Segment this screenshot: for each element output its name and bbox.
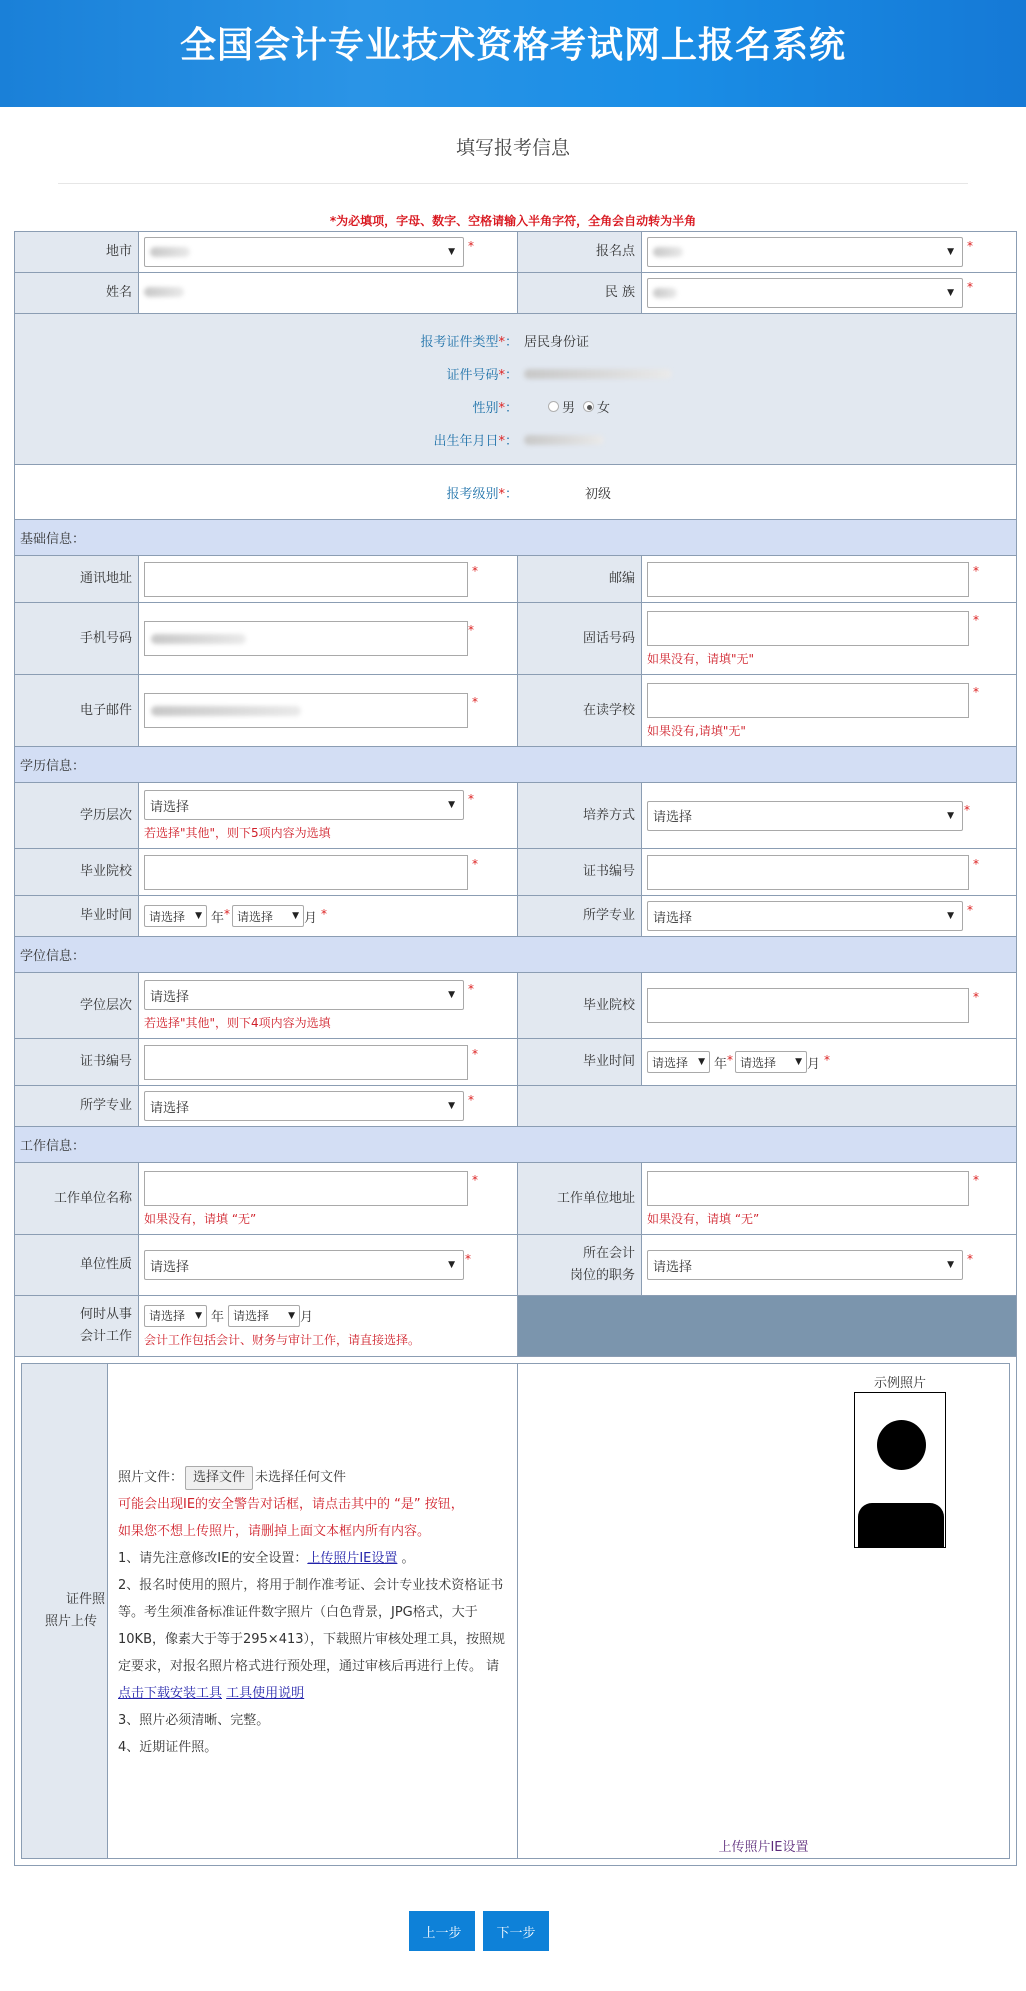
chevron-down-icon: ▼: [947, 911, 954, 921]
no-file-text: 未选择任何文件: [255, 1470, 347, 1485]
mobile-value-blurred: [151, 634, 246, 644]
name-label: 姓名: [15, 273, 139, 314]
ethnicity-value-blurred: [653, 288, 677, 298]
section-basic-info: 基础信息：: [15, 520, 1017, 556]
gender-female-label: 女: [597, 401, 611, 416]
chevron-down-icon: ▼: [947, 288, 954, 298]
id-type-label: 报考证件类型: [420, 335, 499, 350]
edu-mode-label: 培养方式: [518, 783, 642, 849]
chevron-down-icon: ▼: [195, 1310, 202, 1321]
section-work-info: 工作信息：: [15, 1127, 1017, 1163]
delete-hint: 如果您不想上传照片，请删掉上面文本框内所有内容。: [118, 1524, 431, 1539]
birth-value-blurred: [524, 435, 604, 445]
edu-school-input[interactable]: [144, 855, 468, 890]
ie-settings-link[interactable]: 上传照片IE设置: [307, 1551, 398, 1566]
ethnicity-select[interactable]: [647, 278, 963, 308]
chevron-down-icon: ▼: [448, 800, 455, 810]
chevron-down-icon: ▼: [795, 1057, 803, 1067]
level-value: 初级: [585, 486, 612, 502]
edu-grad-year-select[interactable]: 请选择 ▼: [144, 905, 207, 927]
registration-form: 地市 ▼ * 报名点 ▼ * 姓名 民 族 ▼ * 报考证件类型*： 居民身份证 证件号码*： 性别*： 男 女 出生年月日*： 报考级别*： 初级 基础信息： 通讯地址 * 邮编 * 手机号码 * 固话号码 * 如果没有，请填"无" 电子邮件 * 在读学校 * 如果没有,请填"无" 学历信息： 学历层次 请选择 ▼ * 若选择"其他"，则下5项内容为选填 培养方式 请选择 ▼ * 毕业院校 * 证书编号 * 毕业时间 请选择 ▼ 年 * 请选择 ▼ 月 * 所学专业 请选择 ▼ * 学位信息： 学位层次 请选择 ▼ * 若选择"其他"，则下4项内容为选填 毕业院校 * 证书编号 * 毕业时间 请选择 ▼ 年 * 请选择 ▼ 月 * 所学专业 请选择 ▼ * 工作信息： 工作单位名称 * 如果没有，请填 “无” 工作单位地址 * 如果没有，请填 “无” 单位性质 请选择 ▼ * 所在会计 岗位的职务 请选择 ▼ * 何时从事 会计工作 请选择 ▼ 年 请选择 ▼ 月 会计工作包括会计、财务与审计工作，请直接选择。 证件照 照片上传 照片文件： 选择文件 未选择任何文件 可能会出现IE的安全警告对话框，请点击其中的 “是” 按钮， 如果您不想上传照片，请删掉上面文本框内所有内容。 1、请先注意修改IE的安全设置：上传照片IE设置 。 2、报名时使用的照片，将用于制作准考证、会计专业技术资格证书等。考生须准备标准证件数字照片（白色背景，JPG格式，大于10KB，像素大于等于295×413），下载照片审核处理工具，按照规定要求，对报名照片格式进行预处理，通过审核后再进行上传。 请点击下载安装工具 工具使用说明 3、照片必须清晰、完整。 4、近期证件照。 示例照片 上传照片IE设置: [14, 231, 1017, 1866]
required-mark: *: [967, 239, 973, 253]
postcode-input[interactable]: [647, 562, 969, 597]
edu-school-label: 毕业院校: [15, 849, 139, 896]
required-mark: *: [468, 239, 474, 253]
since-hint: 会计工作包括会计、财务与审计工作，请直接选择。: [144, 1332, 421, 1347]
deg-school-label: 毕业院校: [518, 973, 642, 1039]
page-title: 填写报考信息: [455, 137, 570, 159]
choose-file-button[interactable]: 选择文件: [185, 1466, 253, 1490]
chevron-down-icon: ▼: [448, 1260, 455, 1270]
email-value-blurred: [151, 706, 301, 716]
city-label: 地市: [15, 232, 139, 273]
deg-level-select[interactable]: 请选择 ▼: [144, 980, 464, 1010]
ethnicity-label: 民 族: [518, 273, 642, 314]
edu-mode-select[interactable]: 请选择 ▼: [647, 801, 963, 831]
id-number-blurred: [524, 369, 672, 379]
empty-slate-cell: [518, 1296, 1017, 1357]
edu-grad-time-label: 毕业时间: [15, 896, 139, 937]
school-input[interactable]: [647, 683, 969, 718]
edu-level-hint: 若选择"其他"，则下5项内容为选填: [144, 826, 331, 840]
required-mark: *: [967, 280, 973, 294]
company-label: 工作单位名称: [15, 1163, 139, 1235]
nature-label: 单位性质: [15, 1235, 139, 1296]
position-select[interactable]: 请选择 ▼: [647, 1250, 963, 1280]
deg-grad-month-select[interactable]: 请选择 ▼: [735, 1051, 807, 1073]
site-label: 报名点: [518, 232, 642, 273]
deg-level-hint: 若选择"其他"，则下4项内容为选填: [144, 1016, 331, 1030]
landline-hint: 如果没有，请填"无": [647, 651, 755, 666]
step4-text: 4、近期证件照。: [118, 1740, 218, 1755]
name-value-blurred: [144, 287, 184, 297]
school-label: 在读学校: [518, 675, 642, 747]
section-degree-info: 学位信息：: [15, 937, 1017, 973]
since-month-select[interactable]: 请选择 ▼: [228, 1305, 300, 1327]
address-input[interactable]: [144, 562, 468, 597]
since-year-select[interactable]: 请选择 ▼: [144, 1305, 207, 1327]
chevron-down-icon: ▼: [448, 1101, 455, 1111]
download-tool-link[interactable]: 点击下载安装工具: [118, 1686, 223, 1701]
postcode-label: 邮编: [518, 556, 642, 603]
edu-cert-label: 证书编号: [518, 849, 642, 896]
level-label: 报考级别: [446, 486, 499, 502]
header-banner: [0, 0, 1026, 107]
section-education-info: 学历信息：: [15, 747, 1017, 783]
chevron-down-icon: ▼: [947, 247, 954, 257]
city-value-blurred: [150, 247, 190, 257]
company-hint: 如果没有，请填 “无”: [144, 1211, 257, 1226]
mobile-input[interactable]: [144, 621, 468, 656]
chevron-down-icon: ▼: [947, 810, 954, 821]
nature-select[interactable]: 请选择 ▼: [144, 1250, 464, 1280]
deg-cert-input[interactable]: [144, 1045, 468, 1080]
deg-level-label: 学位层次: [15, 973, 139, 1039]
address-label: 通讯地址: [15, 556, 139, 603]
accounting-since-label: 何时从事 会计工作: [15, 1296, 139, 1357]
photo-upload-panel: [21, 1363, 1010, 1859]
landline-input[interactable]: [647, 611, 969, 646]
empty-cell: [518, 1086, 1017, 1127]
mobile-label: 手机号码: [15, 603, 139, 675]
title-divider: [58, 183, 968, 184]
required-notice: *为必填项，字母、数字、空格请输入半角字符，全角会自动转为半角: [329, 214, 697, 228]
gender-label: 性别: [472, 401, 499, 416]
photo-upload-label: 证件照 照片上传: [22, 1364, 108, 1858]
id-type-value: 居民身份证: [524, 335, 590, 350]
chevron-down-icon: ▼: [288, 1310, 296, 1321]
system-title: 全国会计专业技术资格考试网上报名系统: [179, 25, 846, 66]
photo-instructions: 照片文件： 选择文件 未选择任何文件 可能会出现IE的安全警告对话框，请点击其中的 “是” 按钮， 如果您不想上传照片，请删掉上面文本框内所有内容。 1、请先注意修改IE的安全设置：上传照片IE设置 。 2、报名时使用的照片，将用于制作准考证、会计专业技术资格证书等。考生须准备标准证件数字照片（白色背景，JPG格式，大于10KB，像素大于等于295×413），下载照片审核处理工具，按照规定要求，对报名照片格式进行预处理，通过审核后再进行上传。 请点击下载安装工具 工具使用说明 3、照片必须清晰、完整。 4、近期证件照。: [108, 1364, 518, 1858]
sample-photo-caption: 示例照片: [873, 1376, 926, 1391]
edu-level-label: 学历层次: [15, 783, 139, 849]
ie-settings-bottom-link[interactable]: 上传照片IE设置: [718, 1840, 809, 1855]
chevron-down-icon: ▼: [448, 247, 455, 257]
chevron-down-icon: ▼: [195, 911, 202, 921]
id-number-label: 证件号码: [446, 368, 499, 383]
birth-label: 出生年月日: [433, 434, 499, 449]
company-address-hint: 如果没有，请填 “无”: [647, 1211, 760, 1226]
site-value-blurred: [653, 247, 683, 257]
ie-warning: 可能会出现IE的安全警告对话框，请点击其中的 “是” 按钮，: [118, 1497, 464, 1512]
company-input[interactable]: [144, 1171, 468, 1206]
chevron-down-icon: ▼: [698, 1057, 705, 1067]
email-input[interactable]: [144, 693, 468, 728]
step3-text: 3、照片必须清晰、完整。: [118, 1713, 270, 1728]
sample-photo-person-icon: [854, 1392, 946, 1548]
edu-cert-input[interactable]: [647, 855, 969, 890]
photo-upload-cell: [15, 1357, 1017, 1866]
chevron-down-icon: ▼: [448, 990, 455, 1000]
gender-female-radio[interactable]: [583, 401, 594, 412]
city-select[interactable]: [144, 237, 464, 267]
company-address-input[interactable]: [647, 1171, 969, 1206]
school-hint: 如果没有,请填"无": [647, 723, 746, 738]
deg-grad-year-select[interactable]: 请选择 ▼: [647, 1051, 710, 1073]
gender-male-radio[interactable]: [548, 401, 559, 412]
deg-cert-label: 证书编号: [15, 1039, 139, 1086]
edu-grad-month-select[interactable]: 请选择 ▼: [232, 905, 304, 927]
deg-major-select[interactable]: 请选择 ▼: [144, 1091, 464, 1121]
company-address-label: 工作单位地址: [518, 1163, 642, 1235]
gender-male-label: 男: [562, 401, 576, 416]
tool-guide-link[interactable]: 工具使用说明: [226, 1686, 305, 1701]
position-label: 所在会计 岗位的职务: [518, 1235, 642, 1296]
deg-grad-time-label: 毕业时间: [518, 1039, 642, 1086]
edu-level-select[interactable]: 请选择 ▼: [144, 790, 464, 820]
site-select[interactable]: [647, 237, 963, 267]
edu-major-select[interactable]: 请选择 ▼: [647, 901, 963, 931]
deg-school-input[interactable]: [647, 988, 969, 1023]
deg-major-label: 所学专业: [15, 1086, 139, 1127]
landline-label: 固话号码: [518, 603, 642, 675]
email-label: 电子邮件: [15, 675, 139, 747]
next-step-button[interactable]: 下一步: [483, 1911, 549, 1951]
form-actions: [0, 1911, 1026, 1951]
edu-major-label: 所学专业: [518, 896, 642, 937]
chevron-down-icon: ▼: [947, 1260, 954, 1270]
level-row: 报考级别*： 初级: [15, 465, 1017, 520]
photo-preview-area: [518, 1364, 1009, 1858]
identity-panel: 报考证件类型*： 居民身份证 证件号码*： 性别*： 男 女 出生年月日*：: [15, 314, 1017, 465]
chevron-down-icon: ▼: [292, 911, 300, 921]
prev-step-button[interactable]: 上一步: [409, 1911, 475, 1951]
